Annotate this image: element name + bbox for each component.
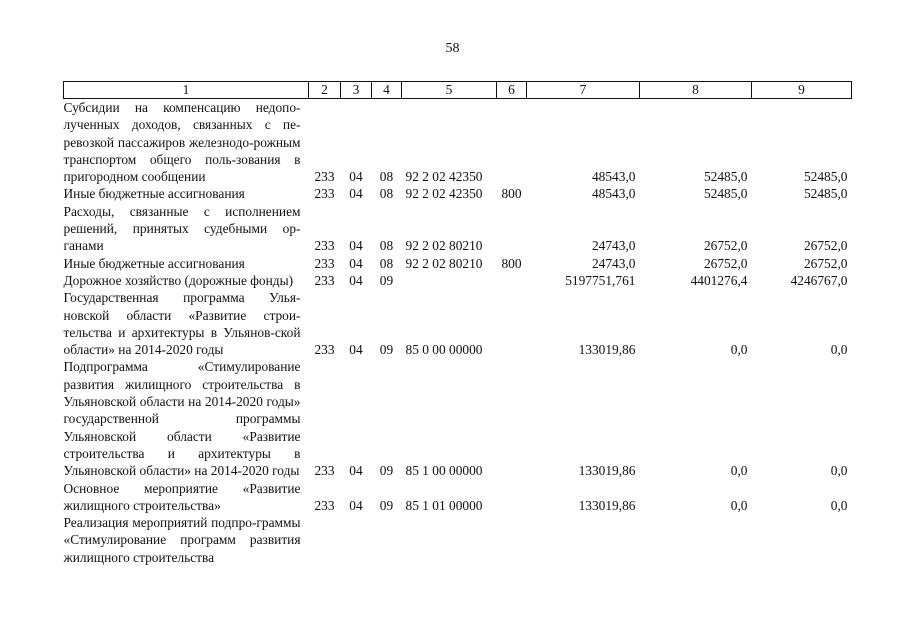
cell-section: 04 [349,497,363,513]
row-name: Расходы, связанные с исполнением решений, принятых судебными ор-ганами [63,203,301,254]
cell-ministry-code: 233 [314,342,335,358]
cell-expense-type [497,203,527,255]
cell-expense-type: 800 [501,255,522,271]
cell-ministry-code: 233 [314,463,335,479]
cell-subsection: 09 [379,463,394,479]
cell-section: 04 [349,169,363,185]
column-header-6: 6 [497,82,527,99]
cell-amount-year-3: 0,0 [830,463,848,479]
cell-expense-type [497,514,527,566]
cell-expense-type [497,289,527,358]
cell-amount-year-1: 48543,0 [591,186,636,202]
table-row [64,358,852,479]
column-header-1: 1 [64,82,309,99]
row-name: Дорожное хозяйство (дорожные фонды) [63,272,294,288]
cell-target-article: 92 2 02 42350 [405,186,483,202]
cell-section: 04 [349,463,363,479]
cell-section: 04 [349,186,363,202]
table-row [64,272,852,289]
table-row [64,480,852,515]
cell-amount-year-1 [527,514,640,566]
cell-amount-year-2: 0,0 [730,342,748,358]
column-header-5: 5 [402,82,497,99]
row-name: Иные бюджетные ассигнования [63,255,245,271]
cell-expense-type [497,358,527,479]
table-row [64,99,852,186]
column-header-8: 8 [640,82,752,99]
cell-target-article: 92 2 02 80210 [405,238,483,254]
cell-amount-year-2 [640,514,752,566]
cell-amount-year-1: 133019,86 [578,463,636,479]
cell-amount-year-2: 4401276,4 [690,272,748,288]
cell-subsection: 09 [379,342,394,358]
cell-expense-type [497,99,527,186]
cell-ministry-code [309,514,341,566]
cell-amount-year-1: 48543,0 [591,169,636,185]
cell-amount-year-1: 24743,0 [591,255,636,271]
table-body [64,99,852,567]
cell-expense-type [497,272,527,289]
cell-amount-year-3 [752,514,852,566]
cell-subsection [372,514,402,566]
cell-section [341,514,372,566]
cell-subsection: 08 [379,169,394,185]
table-row [64,255,852,272]
cell-amount-year-1: 24743,0 [591,238,636,254]
cell-ministry-code: 233 [314,497,335,513]
cell-amount-year-2: 0,0 [730,463,748,479]
cell-ministry-code: 233 [314,186,335,202]
table-row [64,185,852,202]
cell-target-article [402,514,497,566]
cell-section: 04 [349,255,363,271]
cell-amount-year-2: 26752,0 [703,255,748,271]
cell-amount-year-3: 52485,0 [803,186,848,202]
cell-section: 04 [349,238,363,254]
row-name: Подпрограмма «Стимулирование развития жилищного строительства в Ульяновской области на 2014-2020 годы» государственной программы Ульяновской области «Развитие строительства и архитектуры в Ульяновской области» на 2014-2020 годы [63,359,301,479]
cell-target-article: 92 2 02 80210 [405,255,483,271]
cell-ministry-code: 233 [314,255,335,271]
cell-amount-year-2: 26752,0 [703,238,748,254]
cell-subsection: 09 [379,497,394,513]
cell-section: 04 [349,272,363,288]
column-number-header-row [64,82,852,99]
cell-subsection: 08 [379,255,394,271]
row-name: Основное мероприятие «Развитие жилищного строительства» [63,480,301,513]
table-row [64,203,852,255]
page-number: 58 [445,41,460,56]
cell-target-article: 92 2 02 42350 [405,169,483,185]
cell-amount-year-3: 26752,0 [803,238,848,254]
cell-target-article: 85 0 00 00000 [405,342,483,358]
column-header-2: 2 [309,82,341,99]
cell-amount-year-3: 52485,0 [803,169,848,185]
column-header-3: 3 [341,82,372,99]
cell-amount-year-3: 4246767,0 [790,272,848,288]
row-name: Реализация мероприятий подпро-граммы «Стимулирование программ развития жилищного строительства [63,515,301,565]
cell-target-article [402,272,497,289]
cell-amount-year-3: 26752,0 [803,255,848,271]
cell-amount-year-2: 52485,0 [703,169,748,185]
column-header-4: 4 [372,82,402,99]
column-header-9: 9 [752,82,852,99]
cell-amount-year-1: 133019,86 [578,497,636,513]
cell-subsection: 08 [379,186,394,202]
cell-amount-year-2: 52485,0 [703,186,748,202]
table-row [64,289,852,358]
cell-ministry-code: 233 [314,169,335,185]
cell-ministry-code: 233 [314,238,335,254]
budget-table [63,81,852,566]
cell-amount-year-3: 0,0 [830,497,848,513]
cell-amount-year-1: 5197751,761 [565,272,636,288]
cell-section: 04 [349,342,363,358]
table-row [64,514,852,566]
cell-target-article: 85 1 00 00000 [405,463,483,479]
cell-expense-type [497,480,527,515]
cell-subsection: 08 [379,238,394,254]
cell-amount-year-3: 0,0 [830,342,848,358]
cell-amount-year-2: 0,0 [730,497,748,513]
column-header-7: 7 [527,82,640,99]
cell-subsection: 09 [379,272,394,288]
cell-expense-type: 800 [501,186,522,202]
cell-ministry-code: 233 [314,272,335,288]
row-name: Иные бюджетные ассигнования [63,186,245,202]
row-name: Государственная программа Улья-новской области «Развитие строи-тельства и архитектуры в Ульянов-ской области» на 2014-2020 годы [63,290,301,358]
row-name: Субсидии на компенсацию недопо-лученных доходов, связанных с пе-ревозкой пассажиров железнодо-рожным транспортом общего поль-зования в пригородном сообщении [63,100,301,185]
cell-amount-year-1: 133019,86 [578,342,636,358]
cell-target-article: 85 1 01 00000 [405,497,483,513]
